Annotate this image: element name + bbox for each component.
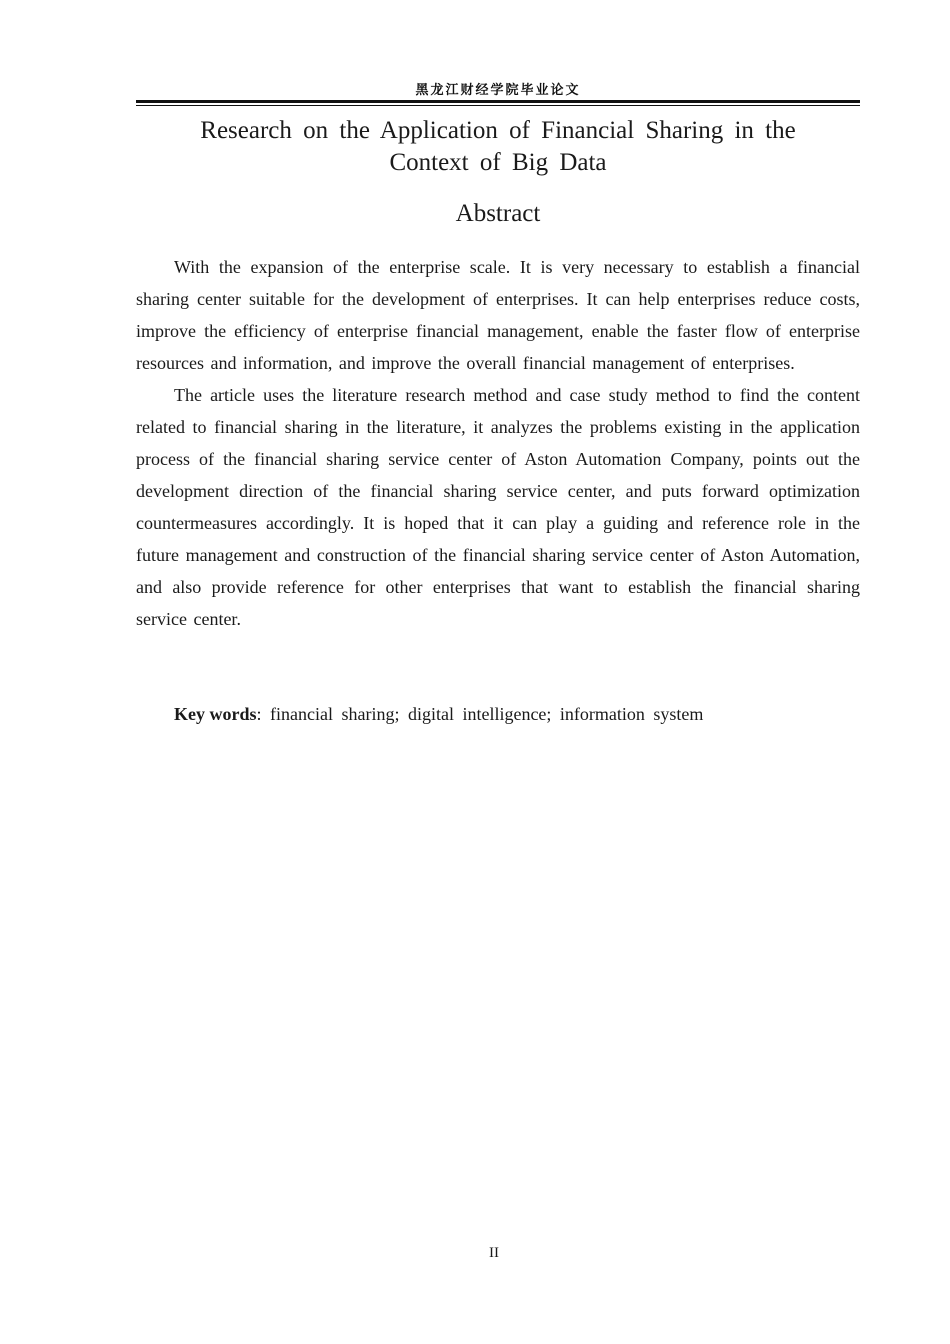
paper-title: Research on the Application of Financial Sharing in the Context of Big Data	[200, 117, 796, 176]
keywords-label: Key words	[174, 704, 257, 724]
abstract-paragraph-1: With the expansion of the enterprise scale. It is very necessary to establish a financial sharing center suitable for the development of enterprises. It can help enterprises reduce costs, improve the efficiency of enterprise financial management, enable the faster flow of enterprise resources and information, and improve the overall financial management of enterprises.	[136, 257, 860, 373]
abstract-heading: Abstract	[455, 200, 541, 227]
keywords-line	[174, 698, 860, 730]
abstract-body	[136, 251, 860, 635]
header-rule-thin	[136, 105, 860, 106]
running-header: 黑龙江财经学院毕业论文	[415, 83, 581, 98]
page-number: II	[489, 1245, 499, 1261]
keywords-value: financial sharing; digital intelligence; information system	[270, 704, 704, 724]
abstract-paragraph-2: The article uses the literature research method and case study method to find the content related to financial sharing in the literature, it analyzes the problems existing in the application process of the financial sharing service center of Aston Automation Company, points out the development direction of the financial sharing service center, and puts forward optimization countermeasures accordingly. It is hoped that it can play a guiding and reference role in the future management and construction of the financial sharing service center of Aston Automation, and also provide reference for other enterprises that want to establish the financial sharing service center.	[136, 385, 860, 629]
header-rule-thick	[136, 100, 860, 103]
keywords-separator: :	[256, 704, 262, 724]
